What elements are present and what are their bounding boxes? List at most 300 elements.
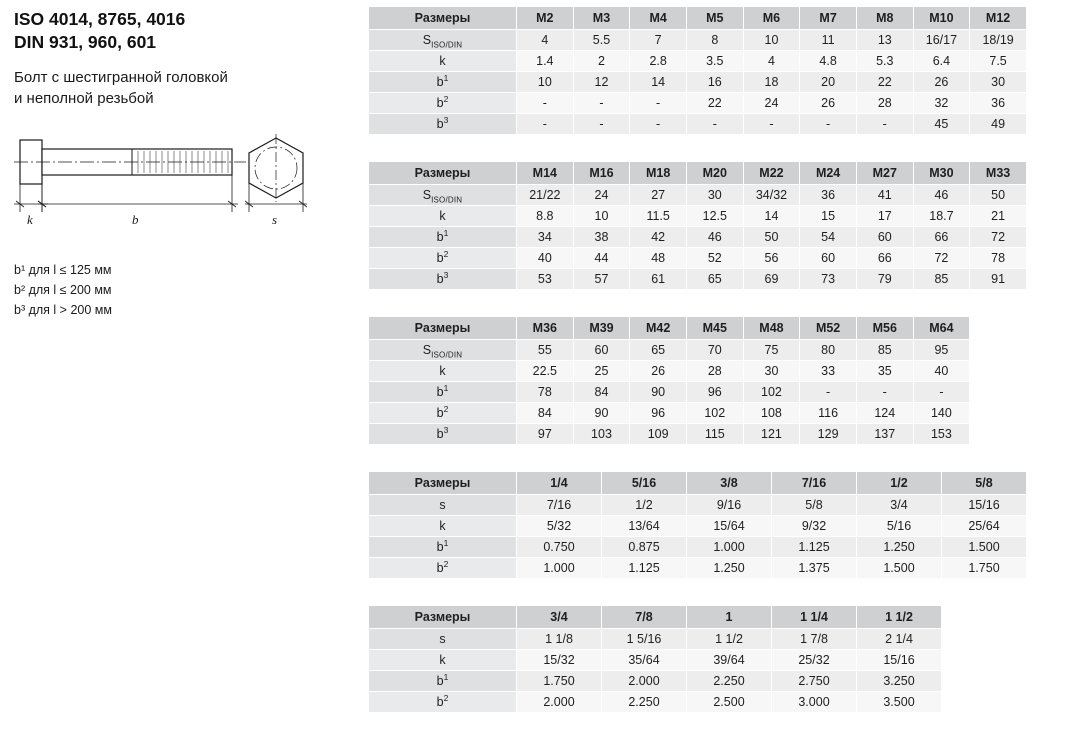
table-cell: 15/16 — [942, 495, 1027, 516]
row-label: $b^1$ — [369, 537, 517, 558]
row-label: k — [369, 650, 517, 671]
table-column-header: 5/16 — [602, 472, 687, 495]
table-header-row — [369, 7, 1027, 30]
table-row — [369, 248, 1027, 269]
table-cell — [942, 671, 1027, 692]
table-row — [369, 185, 1027, 206]
table-cell: 2.000 — [517, 692, 602, 713]
table-cell: - — [856, 114, 913, 135]
table-column-header: M18 — [630, 162, 687, 185]
dimension-table — [368, 316, 1027, 445]
table-cell: 40 — [913, 361, 970, 382]
table-cell: - — [686, 114, 743, 135]
table-cell: 25/64 — [942, 516, 1027, 537]
table-cell: - — [573, 93, 630, 114]
table-cell: 65 — [686, 269, 743, 290]
row-label: $b^2$ — [369, 248, 517, 269]
table-row — [369, 30, 1027, 51]
table-cell: - — [630, 114, 687, 135]
table-row — [369, 382, 1027, 403]
table-column-header — [942, 606, 1027, 629]
table-cell: - — [856, 382, 913, 403]
table-cell: 41 — [856, 185, 913, 206]
table-cell: 1.000 — [517, 558, 602, 579]
table-cell: 115 — [686, 424, 743, 445]
table-cell: 4.8 — [800, 51, 857, 72]
table-cell: 70 — [686, 340, 743, 361]
table-column-header: M33 — [970, 162, 1027, 185]
table-cell: 16/17 — [913, 30, 970, 51]
row-label: $b^2$ — [369, 692, 517, 713]
table-cell: 24 — [743, 93, 800, 114]
table-cell: 102 — [743, 382, 800, 403]
table-cell: 22 — [686, 93, 743, 114]
table-row — [369, 227, 1027, 248]
row-label: $S_{ISO/DIN}$ — [369, 340, 517, 361]
row-label: $b^2$ — [369, 558, 517, 579]
table-cell: 5/8 — [772, 495, 857, 516]
table-column-header: M30 — [913, 162, 970, 185]
table-cell: 57 — [573, 269, 630, 290]
table-cell: 15/16 — [857, 650, 942, 671]
table-cell: 56 — [743, 248, 800, 269]
table-cell: 1.4 — [517, 51, 574, 72]
table-cell: 22 — [856, 72, 913, 93]
row-label: s — [369, 495, 517, 516]
table-cell: 21/22 — [517, 185, 574, 206]
table-cell: 85 — [856, 340, 913, 361]
table-cell: 116 — [800, 403, 857, 424]
table-cell: 78 — [970, 248, 1027, 269]
row-label: s — [369, 629, 517, 650]
table-header-row — [369, 162, 1027, 185]
table-cell: 13/64 — [602, 516, 687, 537]
table-cell: 60 — [856, 227, 913, 248]
row-label: k — [369, 361, 517, 382]
table-cell: 52 — [686, 248, 743, 269]
table-cell: 0.750 — [517, 537, 602, 558]
table-cell: 2.750 — [772, 671, 857, 692]
note-b2: b² для l ≤ 200 мм — [14, 282, 112, 297]
table-column-header: M64 — [913, 317, 970, 340]
table-cell — [970, 340, 1027, 361]
table-column-header: M5 — [686, 7, 743, 30]
table-cell: 10 — [517, 72, 574, 93]
table-cell: 6.4 — [913, 51, 970, 72]
table-cell: 54 — [800, 227, 857, 248]
table-row — [369, 361, 1027, 382]
bolt-drawing — [14, 132, 354, 232]
table-cell: 20 — [800, 72, 857, 93]
table-cell: 30 — [743, 361, 800, 382]
table-cell: 1.125 — [772, 537, 857, 558]
table-cell: 25/32 — [772, 650, 857, 671]
table-cell: 1.375 — [772, 558, 857, 579]
product-description — [14, 68, 354, 109]
table-cell: 15/64 — [687, 516, 772, 537]
table-cell: 5/32 — [517, 516, 602, 537]
table-cell: 3.5 — [686, 51, 743, 72]
table-cell: 26 — [800, 93, 857, 114]
table-column-header: M16 — [573, 162, 630, 185]
table-column-header: 7/16 — [772, 472, 857, 495]
table-cell: 90 — [630, 382, 687, 403]
dimension-table — [368, 6, 1027, 135]
dimension-tables — [368, 6, 1054, 739]
table-cell — [942, 650, 1027, 671]
dimension-label-s: s — [272, 211, 278, 227]
left-column — [14, 8, 354, 320]
table-row — [369, 671, 1027, 692]
table-cell: 26 — [630, 361, 687, 382]
table-cell: 3/4 — [857, 495, 942, 516]
table-cell: 1.500 — [942, 537, 1027, 558]
table-cell: 16 — [686, 72, 743, 93]
table-cell: 66 — [913, 227, 970, 248]
table-cell: 140 — [913, 403, 970, 424]
table-cell: 75 — [743, 340, 800, 361]
table-cell: 9/16 — [687, 495, 772, 516]
table-cell: 2 — [573, 51, 630, 72]
table-column-header: M12 — [970, 7, 1027, 30]
table-column-header: M14 — [517, 162, 574, 185]
table-column-header: M56 — [856, 317, 913, 340]
table-cell: - — [913, 382, 970, 403]
table-cell: 8 — [686, 30, 743, 51]
table-column-header: M24 — [800, 162, 857, 185]
table-header-label: Размеры — [369, 317, 517, 340]
table-cell — [970, 361, 1027, 382]
product-description-line1: Болт с шестигранной головкой — [14, 69, 228, 87]
table-cell: 49 — [970, 114, 1027, 135]
table-cell: 96 — [630, 403, 687, 424]
table-cell — [970, 403, 1027, 424]
table-cell: 46 — [686, 227, 743, 248]
table-cell: - — [573, 114, 630, 135]
table-cell: 15 — [800, 206, 857, 227]
table-column-header: M36 — [517, 317, 574, 340]
table-cell: 95 — [913, 340, 970, 361]
table-cell — [942, 692, 1027, 713]
table-cell: 1 7/8 — [772, 629, 857, 650]
note-b1: b¹ для l ≤ 125 мм — [14, 262, 112, 277]
table-row — [369, 403, 1027, 424]
table-column-header: M3 — [573, 7, 630, 30]
table-cell: 84 — [573, 382, 630, 403]
table-cell: 15/32 — [517, 650, 602, 671]
table-cell: 7/16 — [517, 495, 602, 516]
row-label: k — [369, 206, 517, 227]
table-cell: 53 — [517, 269, 574, 290]
table-header-label: Размеры — [369, 472, 517, 495]
table-cell: 26 — [913, 72, 970, 93]
table-cell: 102 — [686, 403, 743, 424]
row-label: $b^1$ — [369, 671, 517, 692]
table-column-header: M27 — [856, 162, 913, 185]
dimension-label-b: b — [132, 211, 139, 227]
table-header-label: Размеры — [369, 162, 517, 185]
table-cell: 124 — [856, 403, 913, 424]
table-cell: 90 — [573, 403, 630, 424]
table-header-row — [369, 606, 1027, 629]
row-label: $b^3$ — [369, 269, 517, 290]
table-column-header: 1/2 — [857, 472, 942, 495]
table-column-header: M45 — [686, 317, 743, 340]
table-cell — [942, 629, 1027, 650]
table-cell: 44 — [573, 248, 630, 269]
table-cell: 72 — [913, 248, 970, 269]
row-label: k — [369, 516, 517, 537]
table-cell: 2 1/4 — [857, 629, 942, 650]
table-cell: 1.250 — [687, 558, 772, 579]
table-column-header: M39 — [573, 317, 630, 340]
table-cell: 50 — [970, 185, 1027, 206]
product-description-line2: и неполной резьбой — [14, 89, 154, 107]
table-cell: 3.250 — [857, 671, 942, 692]
standard-title-line2: DIN 931, 960, 601 — [14, 32, 157, 53]
table-cell: 42 — [630, 227, 687, 248]
table-cell: 33 — [800, 361, 857, 382]
table-cell: - — [800, 382, 857, 403]
table-row — [369, 650, 1027, 671]
table-row — [369, 692, 1027, 713]
table-cell: 1/2 — [602, 495, 687, 516]
table-cell: 103 — [573, 424, 630, 445]
table-column-header: 1 1/2 — [857, 606, 942, 629]
table-cell: 3.500 — [857, 692, 942, 713]
row-label: $S_{ISO/DIN}$ — [369, 30, 517, 51]
table-cell: 80 — [800, 340, 857, 361]
row-label: $b^2$ — [369, 93, 517, 114]
table-cell: 18.7 — [913, 206, 970, 227]
table-cell: 1.750 — [942, 558, 1027, 579]
row-label: $b^1$ — [369, 382, 517, 403]
table-cell: 39/64 — [687, 650, 772, 671]
table-row — [369, 206, 1027, 227]
table-column-header: M10 — [913, 7, 970, 30]
table-column-header: M7 — [800, 7, 857, 30]
dimension-table — [368, 161, 1027, 290]
table-cell: - — [517, 93, 574, 114]
table-header-label: Размеры — [369, 606, 517, 629]
table-column-header: M22 — [743, 162, 800, 185]
table-cell: 153 — [913, 424, 970, 445]
table-cell — [970, 424, 1027, 445]
table-cell: 28 — [686, 361, 743, 382]
table-row — [369, 269, 1027, 290]
table-cell: 60 — [800, 248, 857, 269]
table-cell: 129 — [800, 424, 857, 445]
table-cell: 12.5 — [686, 206, 743, 227]
table-cell: 1.125 — [602, 558, 687, 579]
table-cell: 32 — [913, 93, 970, 114]
table-cell: 2.8 — [630, 51, 687, 72]
table-cell: 137 — [856, 424, 913, 445]
table-cell: 7 — [630, 30, 687, 51]
table-row — [369, 340, 1027, 361]
table-cell: 55 — [517, 340, 574, 361]
table-column-header: M20 — [686, 162, 743, 185]
row-label: k — [369, 51, 517, 72]
table-cell: 2.000 — [602, 671, 687, 692]
table-cell: 1 1/8 — [517, 629, 602, 650]
table-cell: 85 — [913, 269, 970, 290]
table-cell: 14 — [630, 72, 687, 93]
table-column-header: 1 — [687, 606, 772, 629]
standard-title — [14, 8, 354, 54]
table-row — [369, 558, 1027, 579]
table-cell: 2.500 — [687, 692, 772, 713]
table-cell: 48 — [630, 248, 687, 269]
table-cell: 40 — [517, 248, 574, 269]
table-cell: 35 — [856, 361, 913, 382]
table-cell: 7.5 — [970, 51, 1027, 72]
table-cell: 50 — [743, 227, 800, 248]
table-cell: 1 1/2 — [687, 629, 772, 650]
table-cell: 65 — [630, 340, 687, 361]
table-column-header: 3/8 — [687, 472, 772, 495]
table-cell: - — [743, 114, 800, 135]
table-cell: 73 — [800, 269, 857, 290]
row-label: $b^1$ — [369, 227, 517, 248]
table-cell: 18 — [743, 72, 800, 93]
table-cell: 10 — [743, 30, 800, 51]
table-cell: 91 — [970, 269, 1027, 290]
standard-title-line1: ISO 4014, 8765, 4016 — [14, 9, 186, 29]
table-column-header: 1/4 — [517, 472, 602, 495]
note-b3: b³ для l > 200 мм — [14, 303, 112, 318]
row-label: $b^3$ — [369, 424, 517, 445]
table-cell: 13 — [856, 30, 913, 51]
table-column-header: M6 — [743, 7, 800, 30]
table-cell: 45 — [913, 114, 970, 135]
table-row — [369, 516, 1027, 537]
table-cell: 5.3 — [856, 51, 913, 72]
table-cell: 1 5/16 — [602, 629, 687, 650]
table-cell: 18/19 — [970, 30, 1027, 51]
dimension-table — [368, 605, 1027, 713]
table-cell: 2.250 — [687, 671, 772, 692]
table-cell: 30 — [970, 72, 1027, 93]
table-cell: 36 — [800, 185, 857, 206]
table-column-header: 7/8 — [602, 606, 687, 629]
table-cell: 28 — [856, 93, 913, 114]
table-cell: 21 — [970, 206, 1027, 227]
table-cell: 38 — [573, 227, 630, 248]
table-cell: 1.500 — [857, 558, 942, 579]
table-cell: 25 — [573, 361, 630, 382]
table-cell: 17 — [856, 206, 913, 227]
table-header-row — [369, 472, 1027, 495]
table-cell: 34 — [517, 227, 574, 248]
table-header-label: Размеры — [369, 7, 517, 30]
table-cell: 8.8 — [517, 206, 574, 227]
table-cell — [970, 382, 1027, 403]
row-label: $b^2$ — [369, 403, 517, 424]
dimension-table — [368, 471, 1027, 579]
table-cell: 61 — [630, 269, 687, 290]
table-cell: 14 — [743, 206, 800, 227]
table-cell: 96 — [686, 382, 743, 403]
table-row — [369, 93, 1027, 114]
table-cell: - — [800, 114, 857, 135]
table-cell: 36 — [970, 93, 1027, 114]
table-cell: 60 — [573, 340, 630, 361]
bolt-drawing-svg — [14, 132, 324, 227]
table-row — [369, 495, 1027, 516]
table-cell: 1.250 — [857, 537, 942, 558]
table-column-header: M48 — [743, 317, 800, 340]
row-label: $S_{ISO/DIN}$ — [369, 185, 517, 206]
table-cell: 24 — [573, 185, 630, 206]
table-cell: 97 — [517, 424, 574, 445]
table-column-header: M52 — [800, 317, 857, 340]
table-cell: 34/32 — [743, 185, 800, 206]
table-row — [369, 537, 1027, 558]
table-column-header: M8 — [856, 7, 913, 30]
table-cell: 4 — [517, 30, 574, 51]
table-column-header: 5/8 — [942, 472, 1027, 495]
table-cell: 69 — [743, 269, 800, 290]
table-cell: 27 — [630, 185, 687, 206]
table-cell: 0.875 — [602, 537, 687, 558]
table-column-header: 1 1/4 — [772, 606, 857, 629]
table-cell: 66 — [856, 248, 913, 269]
table-cell: 11 — [800, 30, 857, 51]
table-row — [369, 114, 1027, 135]
table-column-header: M2 — [517, 7, 574, 30]
table-cell: 10 — [573, 206, 630, 227]
table-cell: 84 — [517, 403, 574, 424]
table-cell: 109 — [630, 424, 687, 445]
table-header-row — [369, 317, 1027, 340]
table-row — [369, 72, 1027, 93]
row-label: $b^3$ — [369, 114, 517, 135]
table-cell: 11.5 — [630, 206, 687, 227]
table-cell: 108 — [743, 403, 800, 424]
table-cell: 22.5 — [517, 361, 574, 382]
notes-block — [14, 260, 354, 321]
table-cell: 35/64 — [602, 650, 687, 671]
table-row — [369, 424, 1027, 445]
table-cell: 121 — [743, 424, 800, 445]
table-cell: - — [517, 114, 574, 135]
table-cell: 5/16 — [857, 516, 942, 537]
table-cell: 9/32 — [772, 516, 857, 537]
table-cell: 30 — [686, 185, 743, 206]
table-row — [369, 629, 1027, 650]
row-label: $b^1$ — [369, 72, 517, 93]
table-cell: 1.750 — [517, 671, 602, 692]
table-column-header — [970, 317, 1027, 340]
table-cell: 79 — [856, 269, 913, 290]
table-cell: 12 — [573, 72, 630, 93]
table-cell: - — [630, 93, 687, 114]
table-cell: 4 — [743, 51, 800, 72]
table-column-header: M42 — [630, 317, 687, 340]
table-cell: 3.000 — [772, 692, 857, 713]
table-cell: 2.250 — [602, 692, 687, 713]
table-column-header: M4 — [630, 7, 687, 30]
table-column-header: 3/4 — [517, 606, 602, 629]
table-cell: 5.5 — [573, 30, 630, 51]
table-cell: 46 — [913, 185, 970, 206]
table-row — [369, 51, 1027, 72]
table-cell: 1.000 — [687, 537, 772, 558]
dimension-label-k: k — [27, 211, 33, 227]
table-cell: 72 — [970, 227, 1027, 248]
table-cell: 78 — [517, 382, 574, 403]
